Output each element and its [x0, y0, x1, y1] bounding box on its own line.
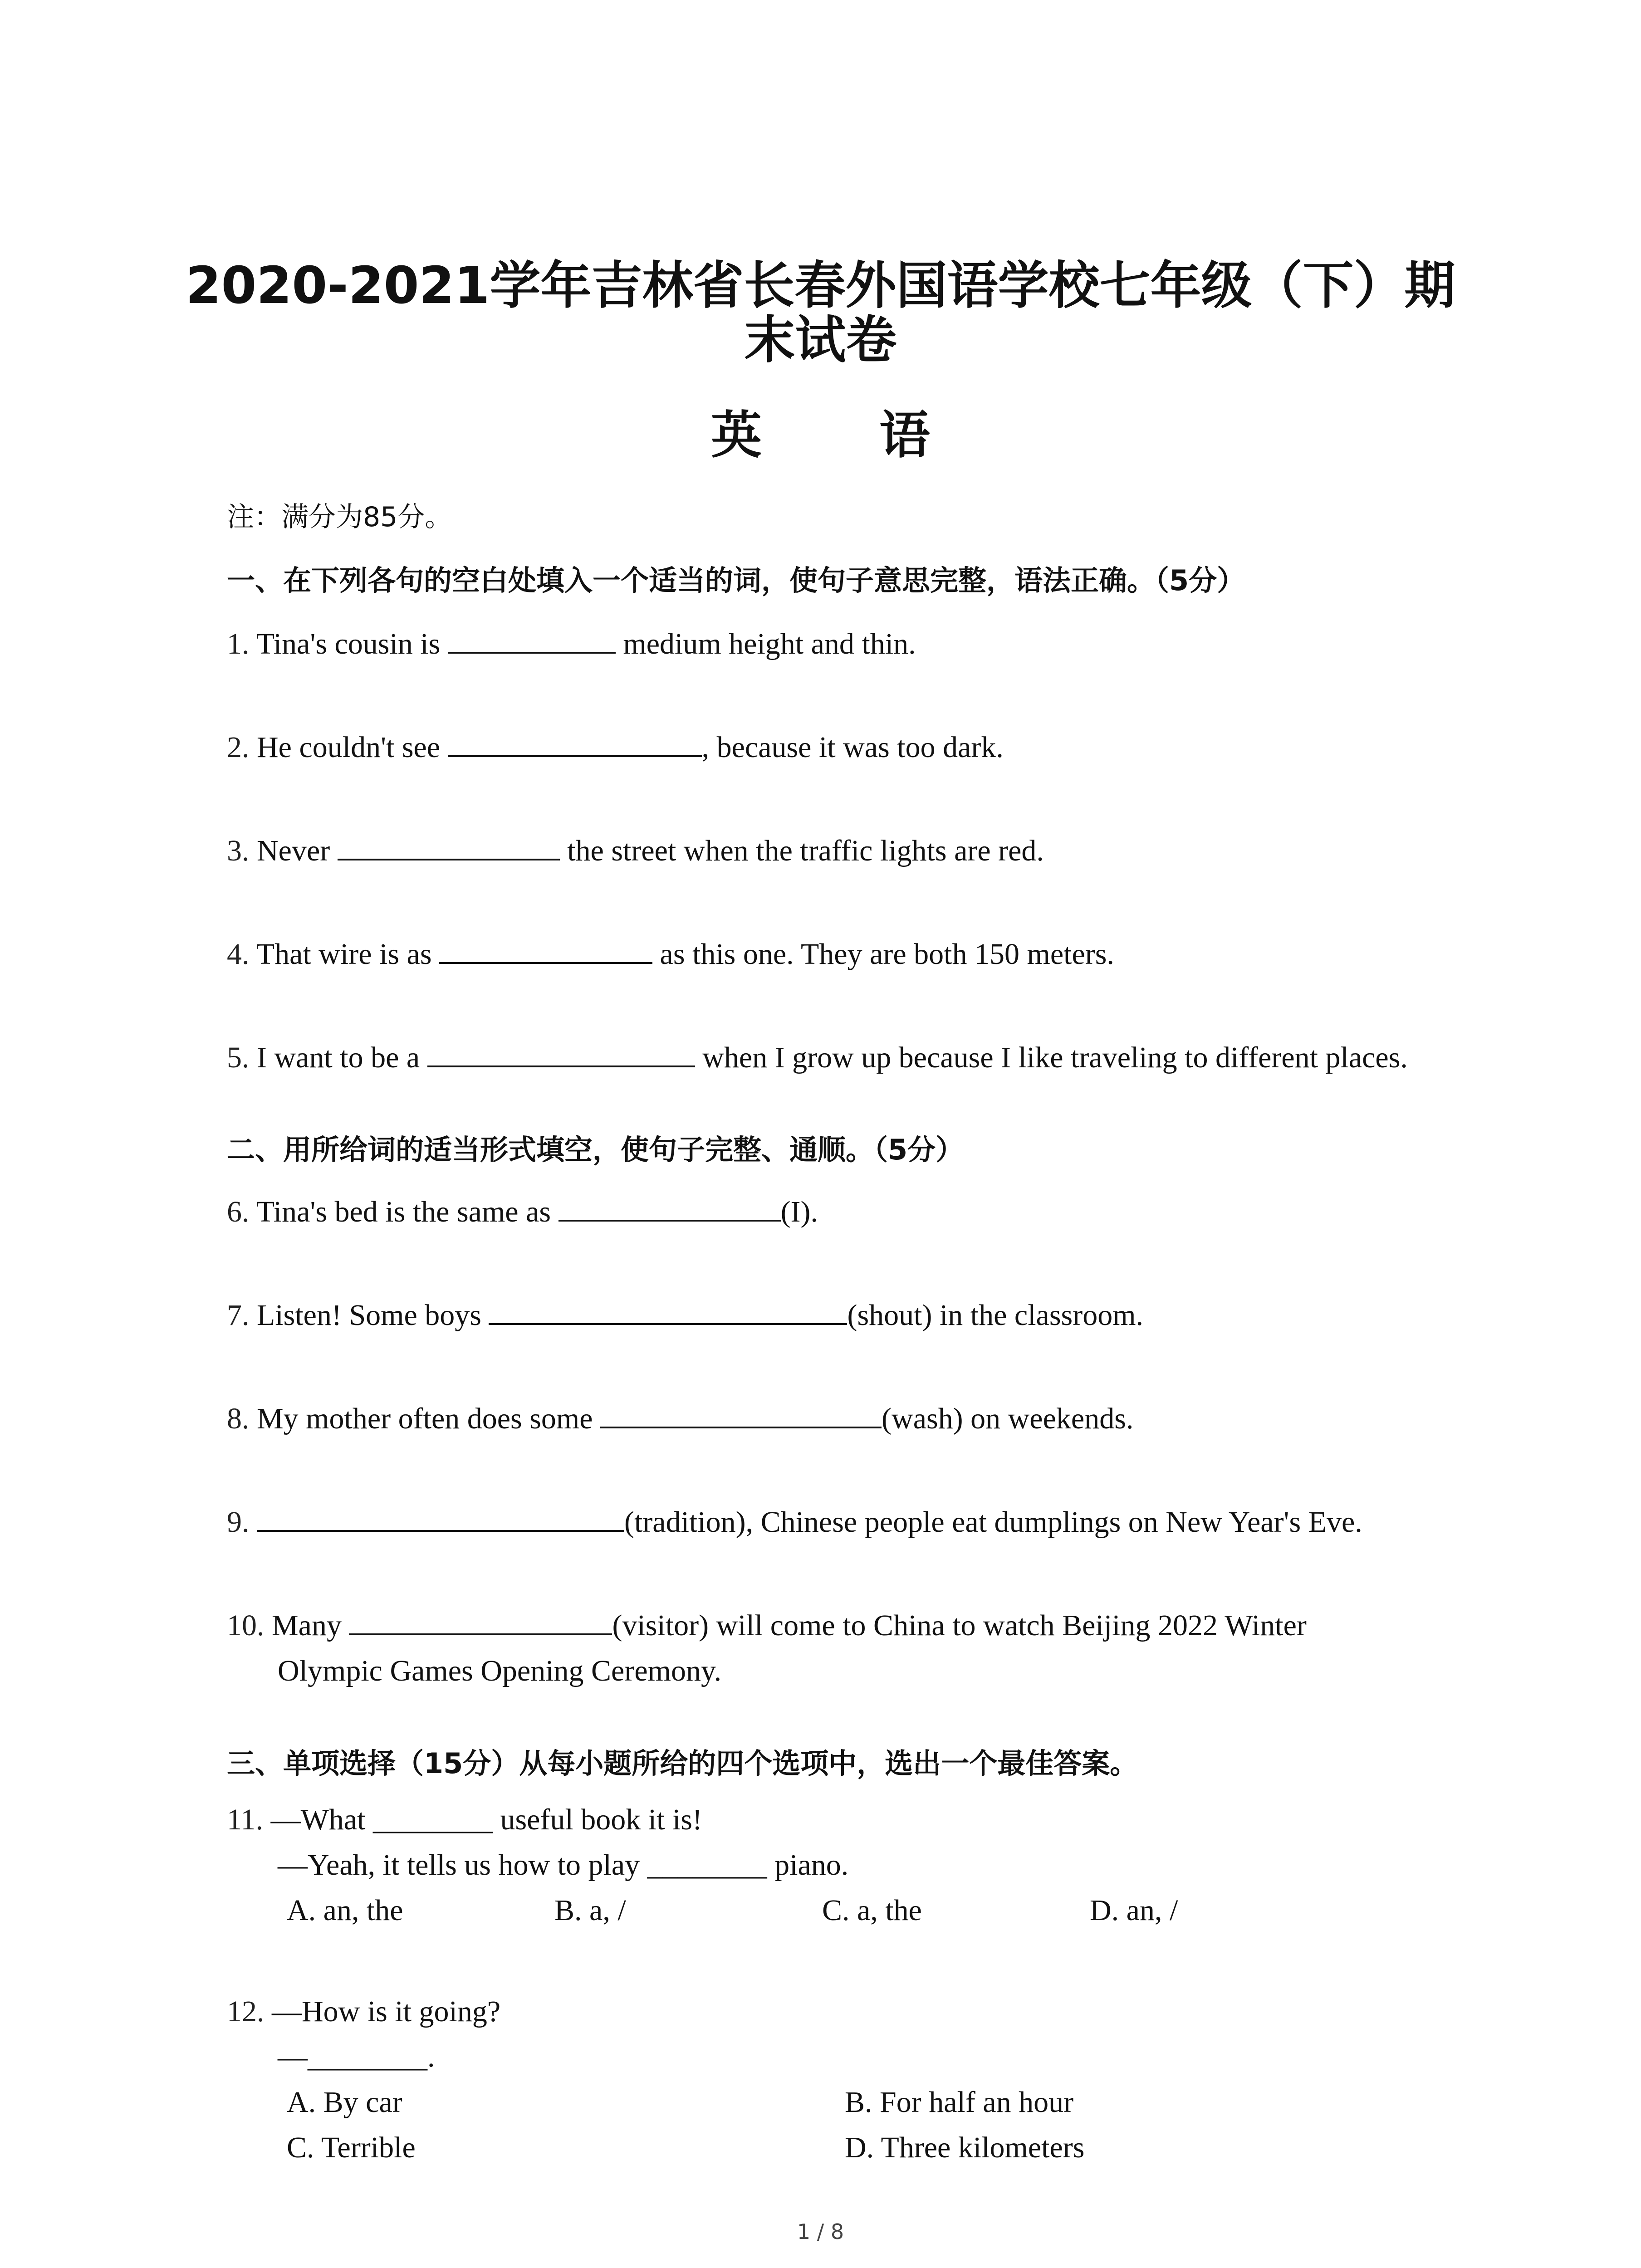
question-6: [227, 1189, 818, 1235]
answer-blank[interactable]: [558, 1193, 781, 1222]
question-11: [227, 1797, 702, 1843]
question-number: 8.: [227, 1402, 250, 1435]
section-3-heading: 三、单项选择（15分）从每小题所给的四个选项中，选出一个最佳答案。: [227, 1747, 1138, 1780]
question-text: piano.: [774, 1848, 849, 1882]
answer-blank[interactable]: [448, 625, 616, 654]
question-number: 12.: [227, 1995, 265, 2028]
question-text: Never: [257, 834, 330, 867]
question-text: Tina's bed is the same as: [256, 1195, 551, 1228]
question-text: (shout) in the classroom.: [847, 1299, 1144, 1332]
answer-blank[interactable]: [338, 831, 560, 860]
question-text: —Yeah, it tells us how to play: [278, 1848, 640, 1882]
question-text: the street when the traffic lights are red.: [567, 834, 1044, 867]
question-text: when I grow up because I like traveling to different places.: [702, 1041, 1408, 1074]
answer-blank[interactable]: [489, 1296, 847, 1325]
answer-blank[interactable]: [257, 1503, 624, 1532]
question-text: My mother often does some: [257, 1402, 593, 1435]
question-number: 4.: [227, 938, 250, 971]
question-number: 9.: [227, 1505, 250, 1539]
question-number: 3.: [227, 834, 250, 867]
question-number: 11.: [227, 1803, 264, 1836]
option-a[interactable]: A. By car: [287, 2086, 402, 2119]
question-text: (visitor) will come to China to watch Beijing 2022 Winter: [612, 1609, 1307, 1642]
answer-blank[interactable]: [427, 1038, 695, 1067]
question-9: [227, 1500, 1362, 1545]
question-text: useful book it is!: [500, 1803, 702, 1836]
question-text: That wire is as: [256, 938, 432, 971]
question-text: I want to be a: [257, 1041, 420, 1074]
answer-blank[interactable]: [600, 1399, 882, 1428]
question-text: —What: [270, 1803, 366, 1836]
question-1: [227, 621, 916, 667]
question-10: [227, 1603, 1307, 1648]
option-b[interactable]: B. For half an hour: [845, 2086, 1074, 2119]
subject-heading: 英 语: [711, 406, 980, 465]
question-5: [227, 1035, 1408, 1080]
question-text: medium height and thin.: [623, 627, 916, 660]
question-4: [227, 932, 1114, 977]
question-text: —How is it going?: [272, 1995, 501, 2028]
question-number: 7.: [227, 1299, 250, 1332]
question-text: Listen! Some boys: [257, 1299, 481, 1332]
question-12: [227, 1989, 500, 2034]
question-text: (I).: [780, 1195, 818, 1228]
answer-blank[interactable]: ________: [647, 1848, 767, 1882]
question-10-continuation: Olympic Games Opening Ceremony.: [278, 1654, 722, 1687]
section-1-heading: 一、在下列各句的空白处填入一个适当的词，使句子意思完整，语法正确。（5分）: [227, 564, 1245, 597]
question-text: Tina's cousin is: [256, 627, 441, 660]
question-text: , because it was too dark.: [701, 731, 1004, 764]
section-2-heading: 二、用所给词的适当形式填空，使句子完整、通顺。（5分）: [227, 1133, 964, 1166]
answer-blank[interactable]: ________: [373, 1803, 493, 1836]
question-3: [227, 828, 1044, 874]
question-number: 6.: [227, 1195, 250, 1228]
answer-blank[interactable]: [448, 728, 702, 757]
question-number: 5.: [227, 1041, 250, 1074]
option-c[interactable]: C. a, the: [822, 1894, 922, 1927]
answer-blank[interactable]: [439, 935, 652, 964]
question-11-reply: [278, 1843, 848, 1888]
question-7: [227, 1293, 1143, 1338]
question-text: (tradition), Chinese people eat dumplings on New Year's Eve.: [624, 1505, 1362, 1539]
question-text: as this one. They are both 150 meters.: [660, 938, 1114, 971]
question-text: (wash) on weekends.: [882, 1402, 1134, 1435]
option-b[interactable]: B. a, /: [554, 1894, 626, 1927]
question-8: [227, 1396, 1133, 1442]
page-number: 1 / 8: [797, 2219, 844, 2244]
question-text: Many: [272, 1609, 342, 1642]
option-a[interactable]: A. an, the: [287, 1894, 403, 1927]
option-d[interactable]: D. an, /: [1090, 1894, 1178, 1927]
question-number: 1.: [227, 627, 250, 660]
option-d[interactable]: D. Three kilometers: [845, 2131, 1085, 2164]
option-c[interactable]: C. Terrible: [287, 2131, 416, 2164]
question-number: 2.: [227, 731, 250, 764]
exam-title-line2: 末试卷: [744, 311, 897, 370]
question-number: 10.: [227, 1609, 265, 1642]
question-12-reply: —________.: [278, 2040, 435, 2073]
score-note: 注：满分为85分。: [227, 501, 452, 533]
question-2: [227, 725, 1004, 770]
exam-title-line1: 2020-2021学年吉林省长春外国语学校七年级（下）期: [186, 256, 1455, 315]
answer-blank[interactable]: [349, 1606, 612, 1635]
question-text: He couldn't see: [257, 731, 441, 764]
